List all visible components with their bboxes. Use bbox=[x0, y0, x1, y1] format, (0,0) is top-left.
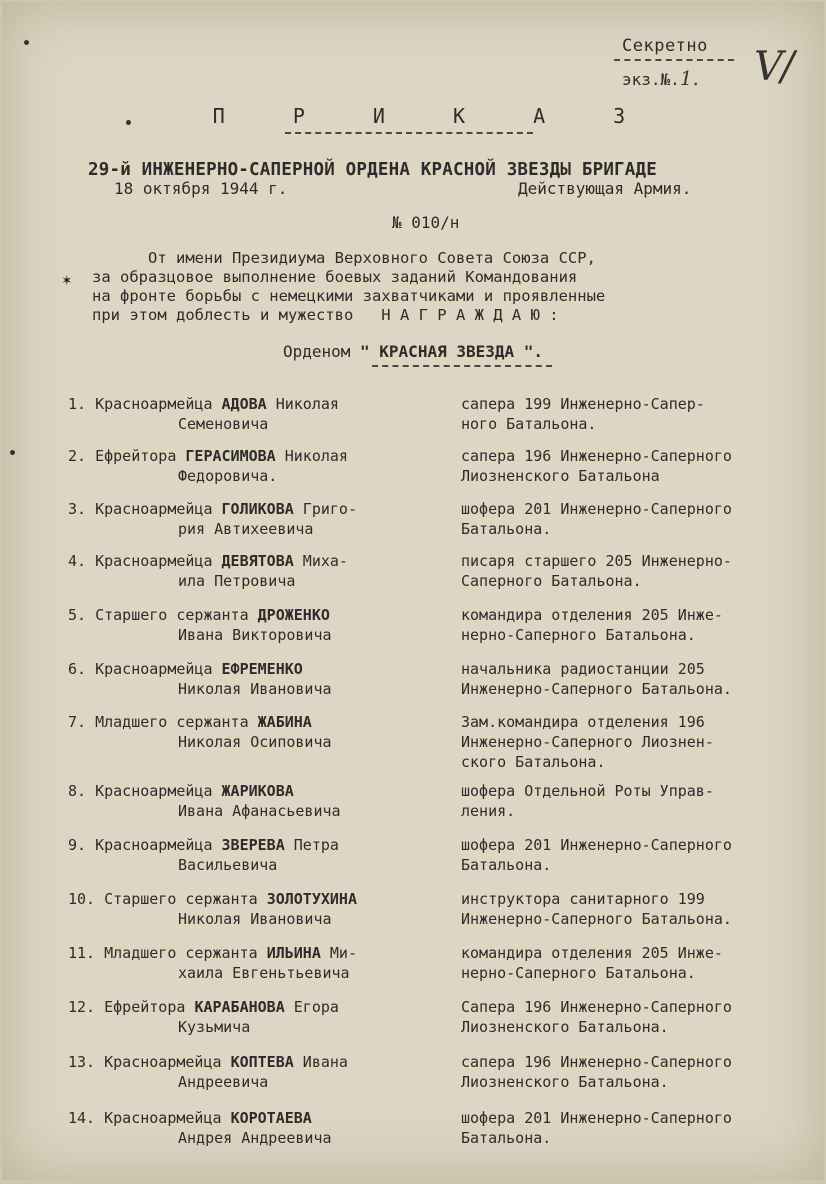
order-number: № 010/н bbox=[392, 213, 460, 232]
awardee-rank: Красноармейца bbox=[104, 1109, 231, 1127]
awardee-surname: ЗВЕРЕВА bbox=[221, 836, 285, 854]
awardee-unit: писаря старшего 205 Инженерно- Саперного Батальона. bbox=[461, 552, 732, 590]
awardee-entry bbox=[68, 1052, 448, 1092]
awardee-patronymic: рия Автихеевича bbox=[178, 520, 314, 538]
awardee-rank: Ефрейтора bbox=[104, 998, 195, 1016]
punch-hole-mark bbox=[24, 40, 29, 45]
unit-heading: 29-й ИНЖЕНЕРНО-САПЕРНОЙ ОРДЕНА КРАСНОЙ ЗВЕЗДЫ БРИГАДЕ bbox=[88, 160, 658, 180]
awardee-rank: Младшего сержанта bbox=[104, 944, 267, 962]
awardee-number: 8. bbox=[68, 782, 96, 800]
awardee-rank: Красноармейца bbox=[95, 836, 222, 854]
star-mark-icon: ✶ bbox=[62, 270, 72, 289]
awardee-unit: шофера 201 Инженерно-Саперного Батальона. bbox=[461, 500, 732, 538]
awardee-rank: Старшего сержанта bbox=[104, 890, 267, 908]
awardee-entry bbox=[68, 446, 448, 486]
awardee-entry bbox=[68, 1108, 448, 1148]
awardee-first-name: Григо- bbox=[293, 500, 357, 518]
award-underline bbox=[372, 365, 552, 367]
awardee-entry bbox=[68, 997, 448, 1037]
awardee-patronymic: Андрея Андреевича bbox=[178, 1129, 332, 1147]
copy-label: экз.№. bbox=[622, 70, 680, 89]
awardee-rank: Красноармейца bbox=[95, 552, 222, 570]
awardee-unit: шофера Отдельной Роты Управ- ления. bbox=[461, 782, 714, 820]
document-page bbox=[2, 2, 824, 1180]
classification-divider bbox=[614, 59, 734, 61]
awardee-rank: Младшего сержанта bbox=[95, 713, 258, 731]
awardee-unit: шофера 201 Инженерно-Саперного Батальона. bbox=[461, 836, 732, 874]
awardee-entry bbox=[68, 551, 448, 591]
awardee-entry bbox=[68, 499, 448, 539]
signature-mark: V/ bbox=[754, 44, 793, 90]
awardee-entry bbox=[68, 394, 448, 434]
awardee-first-name: Ми- bbox=[320, 944, 357, 962]
awardee-rank: Красноармейца bbox=[95, 395, 222, 413]
awardee-surname: ГЕРАСИМОВА bbox=[185, 447, 276, 465]
awardee-unit: сапера 196 Инженерно-Саперного Лиозненского Батальона bbox=[461, 447, 732, 485]
awardee-surname: ЗОЛОТУХИНА bbox=[266, 890, 357, 908]
copy-number bbox=[622, 66, 699, 90]
awardee-entry bbox=[68, 659, 448, 699]
awardee-first-name: Николая bbox=[275, 447, 348, 465]
document-title: П Р И К А З bbox=[212, 104, 654, 128]
awardee-rank: Красноармейца bbox=[104, 1053, 231, 1071]
awardee-first-name: Николая bbox=[266, 395, 339, 413]
award-name: " КРАСНАЯ ЗВЕЗДА ". bbox=[360, 342, 544, 361]
awardee-entry bbox=[68, 889, 448, 929]
awardee-number: 9. bbox=[68, 836, 96, 854]
punch-hole-mark bbox=[10, 450, 15, 455]
awardee-number: 6. bbox=[68, 660, 96, 678]
awardee-patronymic: ила Петровича bbox=[178, 572, 296, 590]
awardee-surname: ЖАБИНА bbox=[257, 713, 312, 731]
awardee-patronymic: Васильевича bbox=[178, 856, 278, 874]
awardee-unit: Сапера 196 Инженерно-Саперного Лиозненского Батальона. bbox=[461, 998, 732, 1036]
awardee-entry bbox=[68, 712, 448, 752]
awardee-rank: Ефрейтора bbox=[95, 447, 186, 465]
awardee-unit: сапера 199 Инженерно-Сапер- ного Батальона. bbox=[461, 395, 705, 433]
order-date: 18 октября 1944 г. bbox=[114, 179, 288, 198]
awardee-surname: КОПТЕВА bbox=[230, 1053, 294, 1071]
awardee-patronymic: Кузьмича bbox=[178, 1018, 251, 1036]
awardee-number: 5. bbox=[68, 606, 96, 624]
awardee-patronymic: Ивана Афанасьевича bbox=[178, 802, 341, 820]
title-underline bbox=[285, 132, 533, 134]
awardee-entry bbox=[68, 781, 448, 821]
awardee-number: 7. bbox=[68, 713, 96, 731]
awardee-entry bbox=[68, 605, 448, 645]
awardee-patronymic: хаила Евгеньтьевича bbox=[178, 964, 350, 982]
classification-mark: Секретно bbox=[622, 36, 708, 56]
awardee-unit: шофера 201 Инженерно-Саперного Батальона. bbox=[461, 1109, 732, 1147]
awardee-surname: ЕФРЕМЕНКО bbox=[221, 660, 303, 678]
awardee-patronymic: Николая Ивановича bbox=[178, 680, 332, 698]
awardee-number: 10. bbox=[68, 890, 105, 908]
awardee-surname: КОРОТАЕВА bbox=[230, 1109, 312, 1127]
awardee-patronymic: Федоровича. bbox=[178, 467, 278, 485]
awardee-surname: ЖАРИКОВА bbox=[221, 782, 294, 800]
awardee-surname: АДОВА bbox=[221, 395, 267, 413]
awardee-patronymic: Николая Осиповича bbox=[178, 733, 332, 751]
awardee-number: 14. bbox=[68, 1109, 105, 1127]
awardee-rank: Красноармейца bbox=[95, 782, 222, 800]
awardee-first-name: Миха- bbox=[293, 552, 348, 570]
awardee-surname: ИЛЬИНА bbox=[266, 944, 321, 962]
awardee-surname: ДЕВЯТОВА bbox=[221, 552, 294, 570]
award-prefix: Орденом bbox=[282, 342, 351, 361]
awardee-patronymic: Андреевича bbox=[178, 1073, 269, 1091]
awardee-first-name: Петра bbox=[284, 836, 339, 854]
order-location: Действующая Армия. bbox=[518, 179, 692, 198]
awardee-patronymic: Ивана Викторовича bbox=[178, 626, 332, 644]
awardee-number: 11. bbox=[68, 944, 105, 962]
awardee-unit: командира отделения 205 Инже- нерно-Саперного Батальона. bbox=[461, 606, 723, 644]
awardee-unit: Зам.командира отделения 196 Инженерно-Саперного Лиознен- ского Батальона. bbox=[461, 713, 714, 771]
awardee-entry bbox=[68, 943, 448, 983]
awardee-rank: Старшего сержанта bbox=[95, 606, 258, 624]
awardee-patronymic: Николая Ивановича bbox=[178, 910, 332, 928]
preamble-text: От имени Президиума Верховного Совета Союза ССР, за образцовое выполнение боевых заданий Командования на фронте борьбы с немецкими захватчиками и проявленные при этом доблесть и мужество Н А Г Р А Ж Д А Ю : bbox=[92, 249, 606, 324]
copy-number-value: 1. bbox=[679, 66, 699, 90]
awardee-surname: КАРАБАНОВА bbox=[194, 998, 285, 1016]
awardee-first-name: Ивана bbox=[293, 1053, 348, 1071]
awardee-surname: ДРОЖЕНКО bbox=[257, 606, 330, 624]
awardee-number: 3. bbox=[68, 500, 96, 518]
awardee-first-name: Егора bbox=[284, 998, 339, 1016]
awardee-number: 12. bbox=[68, 998, 105, 1016]
awardee-number: 2. bbox=[68, 447, 96, 465]
awardee-number: 13. bbox=[68, 1053, 105, 1071]
awardee-number: 1. bbox=[68, 395, 96, 413]
awardee-unit: сапера 196 Инженерно-Саперного Лиозненского Батальона. bbox=[461, 1053, 732, 1091]
awardee-number: 4. bbox=[68, 552, 96, 570]
awardee-surname: ГОЛИКОВА bbox=[221, 500, 294, 518]
awardee-unit: командира отделения 205 Инже- нерно-Саперного Батальона. bbox=[461, 944, 723, 982]
awardee-patronymic: Семеновича bbox=[178, 415, 269, 433]
awardee-entry bbox=[68, 835, 448, 875]
awardee-unit: инструктора санитарного 199 Инженерно-Саперного Батальона. bbox=[461, 890, 732, 928]
awardee-rank: Красноармейца bbox=[95, 500, 222, 518]
awardee-rank: Красноармейца bbox=[95, 660, 222, 678]
awardee-unit: начальника радиостанции 205 Инженерно-Саперного Батальона. bbox=[461, 660, 732, 698]
award-heading bbox=[2, 342, 824, 361]
